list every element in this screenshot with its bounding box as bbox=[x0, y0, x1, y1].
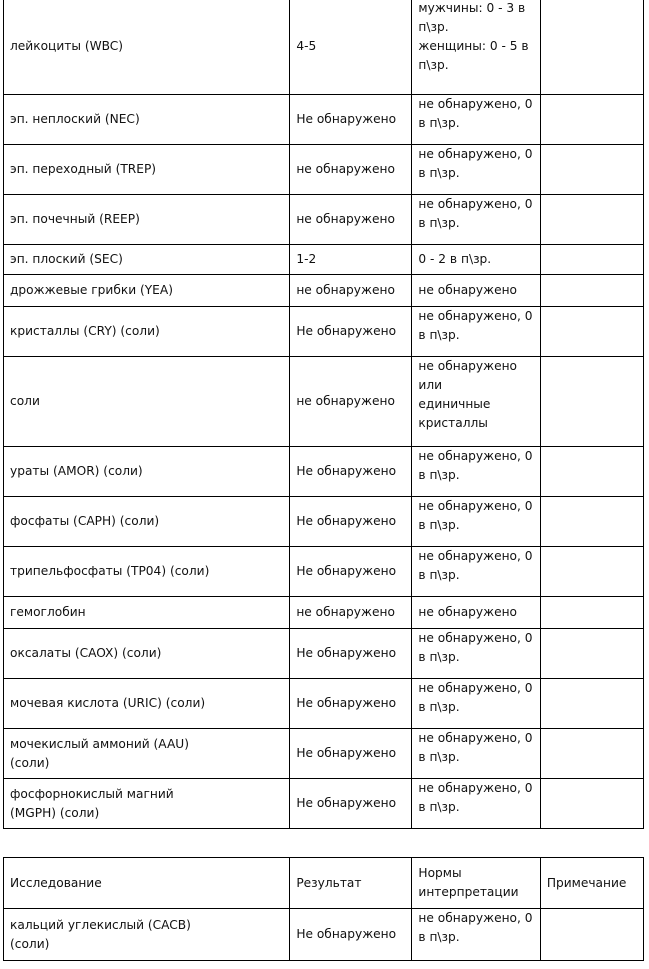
cell-note bbox=[540, 275, 643, 307]
table-row bbox=[4, 275, 644, 307]
cell-note bbox=[540, 307, 643, 357]
norm-line: не обнаружено, 0 bbox=[418, 631, 533, 645]
cell-study-name bbox=[4, 307, 290, 357]
norm-line: не обнаружено bbox=[418, 605, 518, 619]
norm-line: не обнаружено bbox=[418, 283, 518, 297]
cell-norm bbox=[412, 679, 540, 729]
header-norms-line: интерпретации bbox=[418, 885, 519, 899]
table-row bbox=[4, 629, 644, 679]
norm-line: не обнаружено, 0 bbox=[418, 681, 533, 695]
study-name-line: эп. почечный (REEP) bbox=[10, 212, 140, 226]
cell-study-name bbox=[4, 909, 290, 961]
cell-norm bbox=[412, 547, 540, 597]
cell-study-name bbox=[4, 547, 290, 597]
study-name-line: эп. переходный (TREP) bbox=[10, 162, 157, 176]
norm-line: не обнаружено, 0 bbox=[418, 449, 533, 463]
norm-line: в п\зр. bbox=[418, 650, 460, 664]
norm-line: в п\зр. bbox=[418, 116, 460, 130]
cell-norm bbox=[412, 95, 540, 145]
norm-line: не обнаружено bbox=[418, 359, 518, 373]
norm-line: не обнаружено, 0 bbox=[418, 97, 533, 111]
table-header-row bbox=[4, 858, 644, 909]
cell-result: не обнаружено bbox=[290, 357, 412, 447]
cell-norm bbox=[412, 275, 540, 307]
norm-line: п\зр. bbox=[418, 20, 449, 34]
study-name-line: оксалаты (CAOX) (соли) bbox=[10, 646, 162, 660]
cell-result: Не обнаружено bbox=[290, 909, 412, 961]
cell-norm bbox=[412, 597, 540, 629]
table-row bbox=[4, 145, 644, 195]
cell-study-name bbox=[4, 597, 290, 629]
cell-result: Не обнаружено bbox=[290, 779, 412, 829]
cell-result: Не обнаружено bbox=[290, 447, 412, 497]
norm-line: п\зр. bbox=[418, 58, 449, 72]
study-name-line: трипельфосфаты (TP04) (соли) bbox=[10, 564, 210, 578]
header-note: Примечание bbox=[540, 858, 643, 909]
analysis-table-1-body bbox=[4, 0, 644, 829]
table-row bbox=[4, 307, 644, 357]
table-row bbox=[4, 597, 644, 629]
cell-study-name bbox=[4, 779, 290, 829]
cell-note bbox=[540, 629, 643, 679]
study-name-line: дрожжевые грибки (YEA) bbox=[10, 283, 173, 297]
study-name-line: (соли) bbox=[10, 755, 50, 770]
study-name-line: лейкоциты (WBC) bbox=[10, 39, 124, 53]
table-row bbox=[4, 95, 644, 145]
header-norms-line: Нормы bbox=[418, 866, 462, 880]
cell-study-name bbox=[4, 245, 290, 275]
norm-line: не обнаружено, 0 bbox=[418, 731, 533, 745]
cell-norm bbox=[412, 357, 540, 447]
cell-study-name bbox=[4, 679, 290, 729]
cell-result: не обнаружено bbox=[290, 275, 412, 307]
norm-line: в п\зр. bbox=[418, 800, 460, 814]
study-name-line: ураты (AMOR) (соли) bbox=[10, 464, 143, 478]
analysis-table-1 bbox=[3, 0, 644, 829]
cell-study-name bbox=[4, 357, 290, 447]
cell-norm bbox=[412, 447, 540, 497]
header-result: Результат bbox=[290, 858, 412, 909]
cell-result: Не обнаружено bbox=[290, 497, 412, 547]
cell-norm bbox=[412, 0, 540, 95]
cell-note bbox=[540, 779, 643, 829]
table-row bbox=[4, 195, 644, 245]
cell-note bbox=[540, 547, 643, 597]
norm-line: в п\зр. bbox=[418, 166, 460, 180]
norm-line: в п\зр. bbox=[418, 518, 460, 532]
table-row bbox=[4, 447, 644, 497]
table-row bbox=[4, 729, 644, 779]
cell-norm bbox=[412, 145, 540, 195]
cell-study-name bbox=[4, 629, 290, 679]
cell-result: Не обнаружено bbox=[290, 547, 412, 597]
cell-note bbox=[540, 357, 643, 447]
table-row bbox=[4, 497, 644, 547]
norm-line: или bbox=[418, 378, 443, 392]
cell-result: Не обнаружено bbox=[290, 95, 412, 145]
cell-norm bbox=[412, 307, 540, 357]
table-row bbox=[4, 679, 644, 729]
header-norms bbox=[412, 858, 540, 909]
norm-line: не обнаружено, 0 bbox=[418, 781, 533, 795]
study-name-line: кристаллы (CRY) (соли) bbox=[10, 324, 160, 338]
cell-note bbox=[540, 909, 643, 961]
cell-norm bbox=[412, 245, 540, 275]
norm-line: в п\зр. bbox=[418, 216, 460, 230]
cell-result: 1-2 bbox=[290, 245, 412, 275]
norm-line: не обнаружено, 0 bbox=[418, 197, 533, 211]
norm-line: в п\зр. bbox=[418, 700, 460, 714]
analysis-table-2-body bbox=[4, 858, 644, 961]
cell-study-name bbox=[4, 497, 290, 547]
cell-norm bbox=[412, 629, 540, 679]
cell-norm bbox=[412, 195, 540, 245]
norm-line: не обнаружено, 0 bbox=[418, 309, 533, 323]
header-study: Исследование bbox=[4, 858, 290, 909]
norm-line: в п\зр. bbox=[418, 930, 460, 944]
norm-line: в п\зр. bbox=[418, 328, 460, 342]
cell-study-name bbox=[4, 95, 290, 145]
cell-norm bbox=[412, 909, 540, 961]
cell-note bbox=[540, 95, 643, 145]
cell-norm bbox=[412, 779, 540, 829]
norm-line: в п\зр. bbox=[418, 468, 460, 482]
study-name-line: мочекислый аммоний (AAU) bbox=[10, 736, 189, 751]
cell-note bbox=[540, 679, 643, 729]
table-row bbox=[4, 0, 644, 95]
study-name-line: мочевая кислота (URIC) (соли) bbox=[10, 696, 206, 710]
norm-line: единичные bbox=[418, 397, 491, 411]
cell-note bbox=[540, 145, 643, 195]
table-row bbox=[4, 909, 644, 961]
study-name-line: фосфорнокислый магний bbox=[10, 786, 174, 801]
cell-note bbox=[540, 245, 643, 275]
cell-result: Не обнаружено bbox=[290, 679, 412, 729]
cell-result: Не обнаружено bbox=[290, 307, 412, 357]
table-row bbox=[4, 357, 644, 447]
norm-line: 0 - 2 в п\зр. bbox=[418, 252, 492, 266]
norm-line: не обнаружено, 0 bbox=[418, 911, 533, 925]
table-row bbox=[4, 245, 644, 275]
cell-note bbox=[540, 447, 643, 497]
study-name-line: фосфаты (CAPH) (соли) bbox=[10, 514, 160, 528]
study-name-line: эп. плоский (SEC) bbox=[10, 252, 123, 266]
cell-note bbox=[540, 597, 643, 629]
norm-line: в п\зр. bbox=[418, 568, 460, 582]
study-name-line: гемоглобин bbox=[10, 605, 86, 619]
cell-result: Не обнаружено bbox=[290, 729, 412, 779]
study-name-line: (соли) bbox=[10, 936, 50, 951]
cell-note bbox=[540, 195, 643, 245]
analysis-table-2 bbox=[3, 857, 644, 961]
cell-study-name bbox=[4, 145, 290, 195]
cell-norm bbox=[412, 497, 540, 547]
study-name-line: (MGPH) (соли) bbox=[10, 805, 100, 820]
cell-study-name bbox=[4, 729, 290, 779]
cell-note bbox=[540, 729, 643, 779]
norm-line: не обнаружено, 0 bbox=[418, 499, 533, 513]
cell-note bbox=[540, 0, 643, 95]
cell-study-name bbox=[4, 195, 290, 245]
norm-line: мужчины: 0 - 3 в bbox=[418, 1, 526, 15]
cell-result: не обнаружено bbox=[290, 145, 412, 195]
cell-result: Не обнаружено bbox=[290, 629, 412, 679]
cell-result: 4-5 bbox=[290, 0, 412, 95]
norm-line: не обнаружено, 0 bbox=[418, 549, 533, 563]
cell-note bbox=[540, 497, 643, 547]
norm-line: женщины: 0 - 5 в bbox=[418, 39, 529, 53]
study-name-line: соли bbox=[10, 394, 40, 408]
cell-study-name bbox=[4, 447, 290, 497]
cell-result: не обнаружено bbox=[290, 597, 412, 629]
table-row bbox=[4, 547, 644, 597]
cell-norm bbox=[412, 729, 540, 779]
cell-study-name bbox=[4, 0, 290, 95]
cell-study-name bbox=[4, 275, 290, 307]
norm-line: не обнаружено, 0 bbox=[418, 147, 533, 161]
norm-line: в п\зр. bbox=[418, 750, 460, 764]
cell-result: не обнаружено bbox=[290, 195, 412, 245]
table-row bbox=[4, 779, 644, 829]
study-name-line: кальций углекислый (CACB) bbox=[10, 917, 191, 932]
norm-line: кристаллы bbox=[418, 416, 488, 430]
study-name-line: эп. неплоский (NEC) bbox=[10, 112, 140, 126]
